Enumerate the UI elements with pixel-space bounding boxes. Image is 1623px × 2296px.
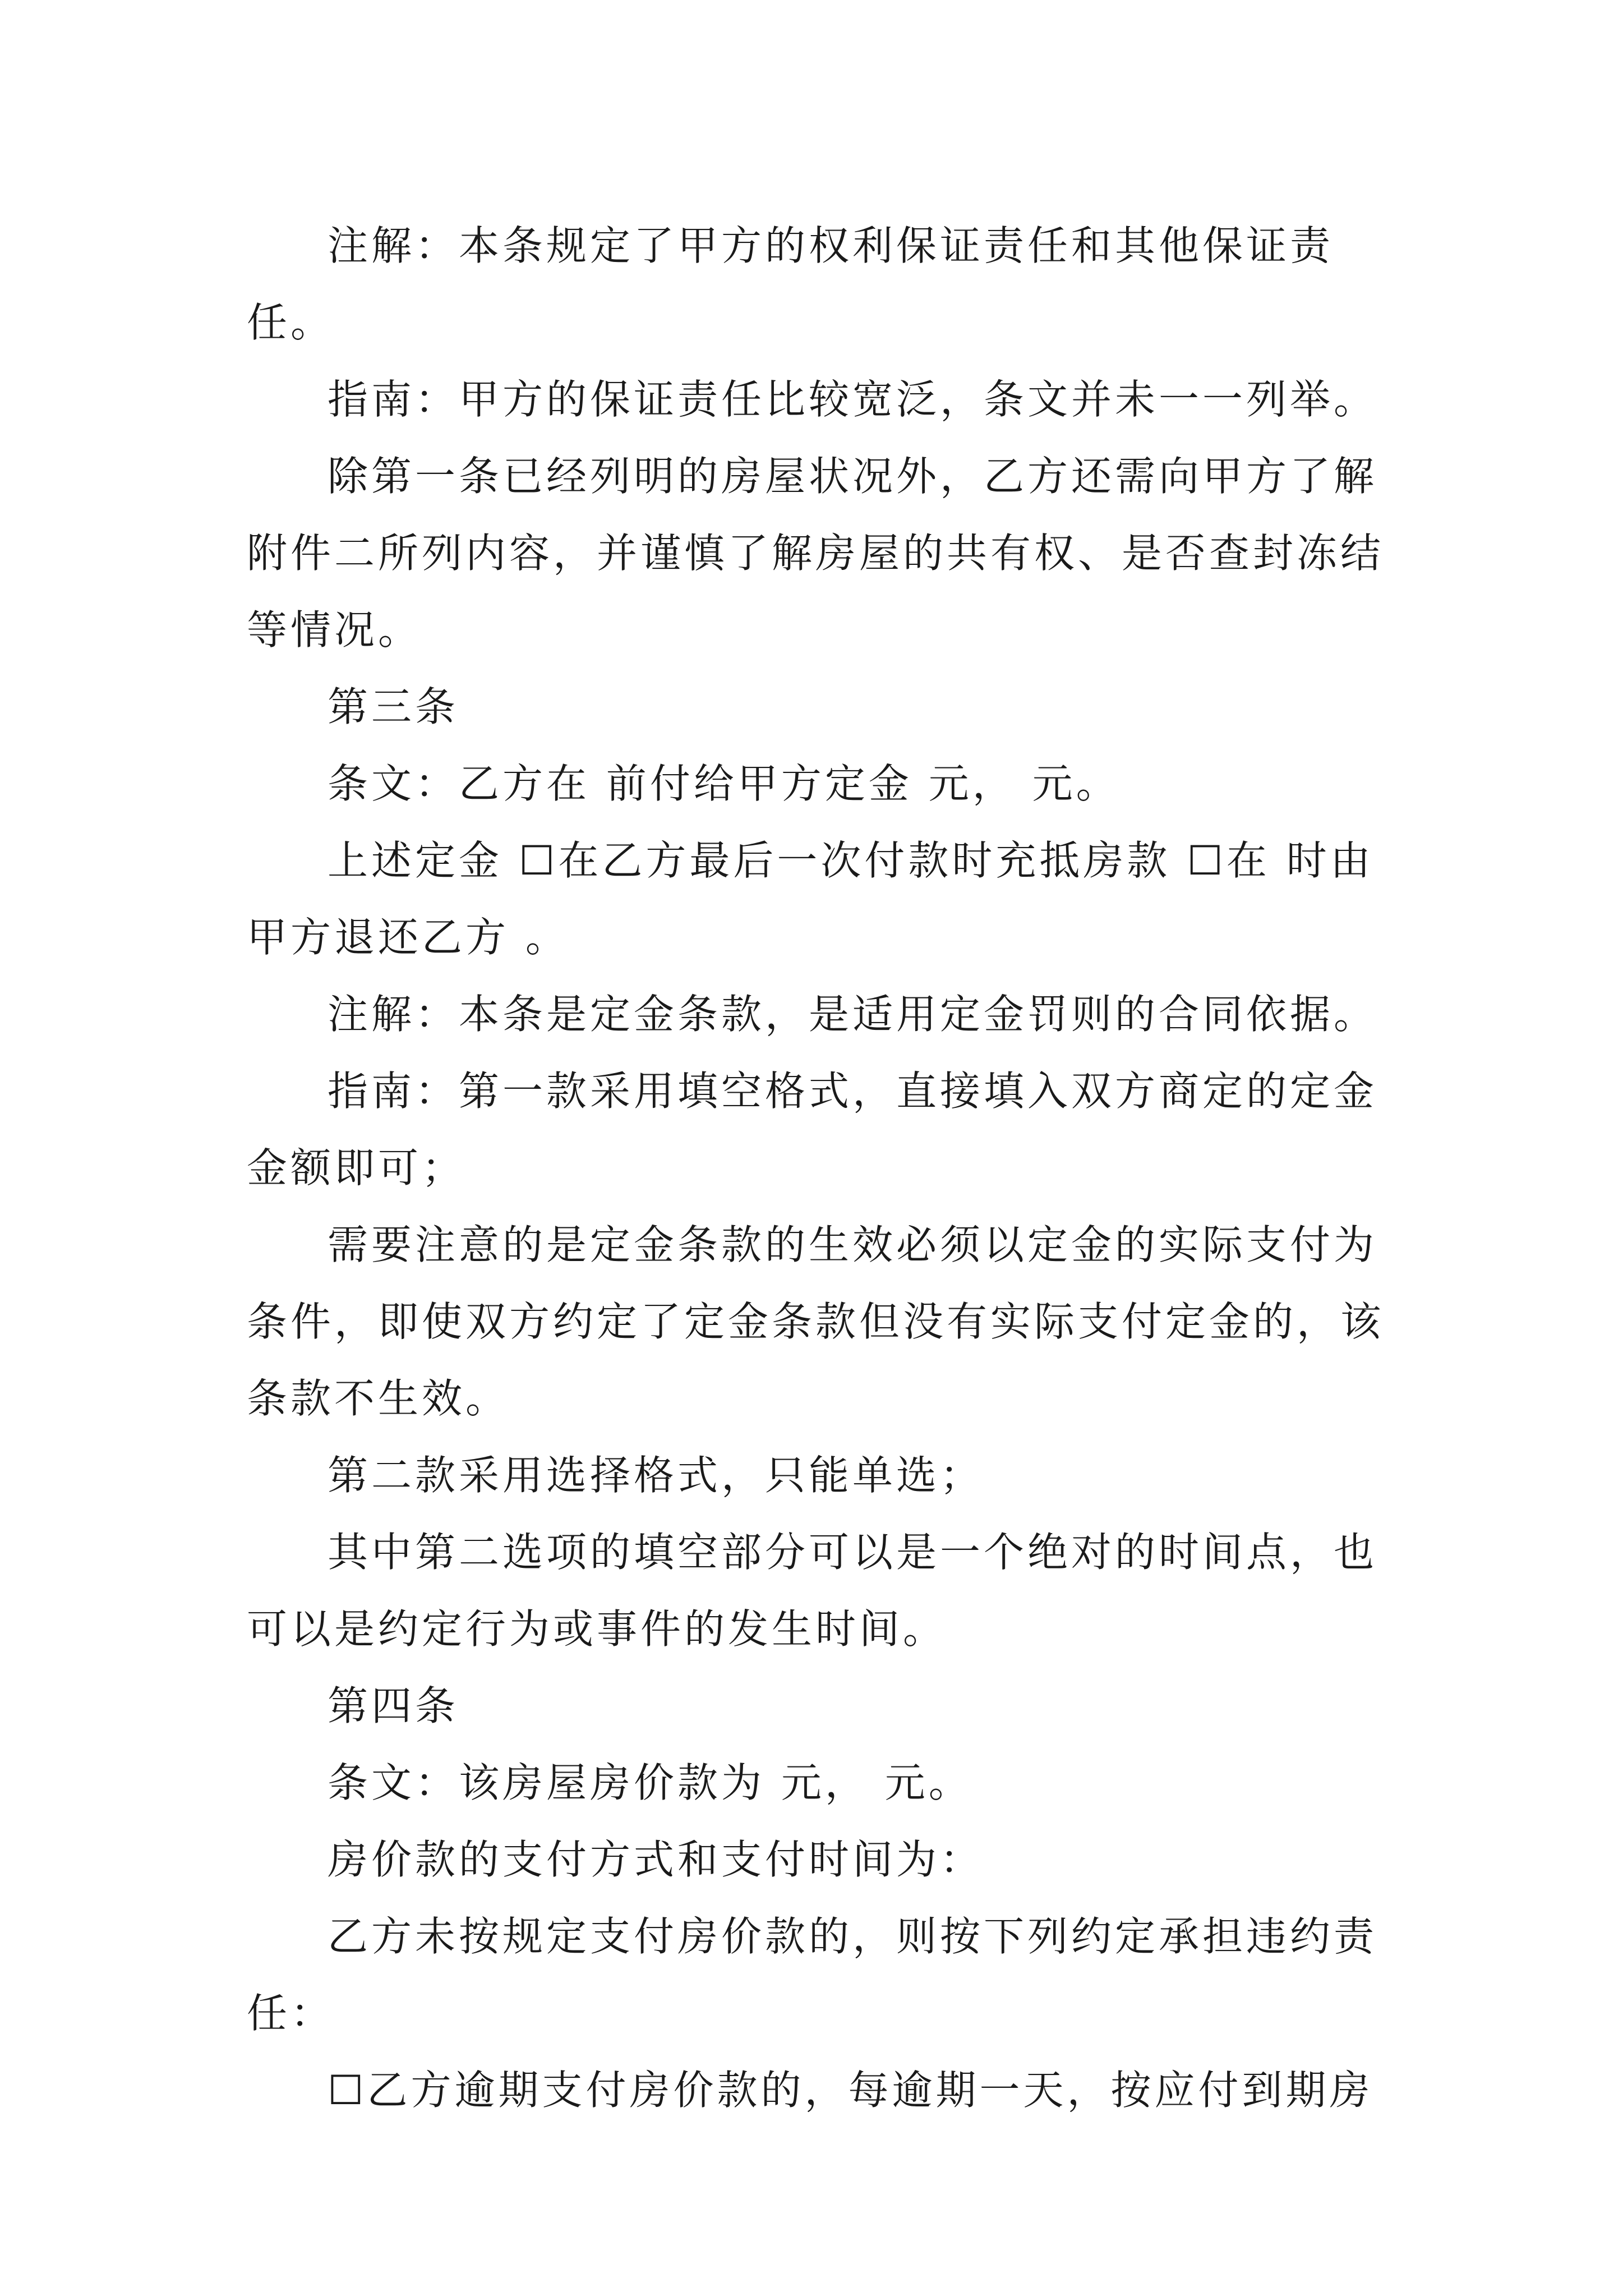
- guide-deposit-note: 需要注意的是定金条款的生效必须以定金的实际支付为条件，即使双方约定了定金条款但没有实际支付定金的，该条款不生效。: [247, 1221, 1385, 1422]
- article-4-payment-method: 房价款的支付方式和支付时间为：: [328, 1836, 984, 1883]
- article-3-deposit-options: 上述定金 ☐在乙方最后一次付款时充抵房款 ☐在 时由甲方退还乙方 。: [247, 837, 1374, 961]
- guide-second-clause: 第二款采用选择格式，只能单选；: [328, 1452, 984, 1499]
- guide-deposit: 指南：第一款采用填空格式，直接填入双方商定的定金金额即可；: [247, 1068, 1378, 1191]
- guide-warranty: 指南：甲方的保证责任比较宽泛，条文并未一一列举。: [328, 376, 1378, 423]
- article-4-text: 条文：该房屋房价款为 元， 元。: [328, 1759, 972, 1806]
- annotation-deposit: 注解：本条是定金条款，是适用定金罚则的合同依据。: [328, 991, 1378, 1038]
- article-3-heading: 第三条: [328, 683, 459, 730]
- article-4-late-payment-option: ☐乙方逾期支付房价款的，每逾期一天，按应付到期房: [328, 2067, 1373, 2114]
- article-4-heading: 第四条: [328, 1682, 459, 1729]
- document-body: [247, 208, 1396, 2129]
- article-3-text: 条文：乙方在 前付给甲方定金 元， 元。: [328, 760, 1120, 807]
- annotation-warranty: 注解：本条规定了甲方的权利保证责任和其他保证责任。: [247, 222, 1334, 346]
- guide-second-option: 其中第二选项的填空部分可以是一个绝对的时间点，也可以是约定行为或事件的发生时间。: [247, 1529, 1378, 1653]
- article-4-breach: 乙方未按规定支付房价款的，则按下列约定承担违约责任：: [247, 1913, 1378, 2037]
- guide-warranty-detail: 除第一条已经列明的房屋状况外，乙方还需向甲方了解附件二所列内容，并谨慎了解房屋的共有权、是否查封冻结等情况。: [247, 453, 1385, 654]
